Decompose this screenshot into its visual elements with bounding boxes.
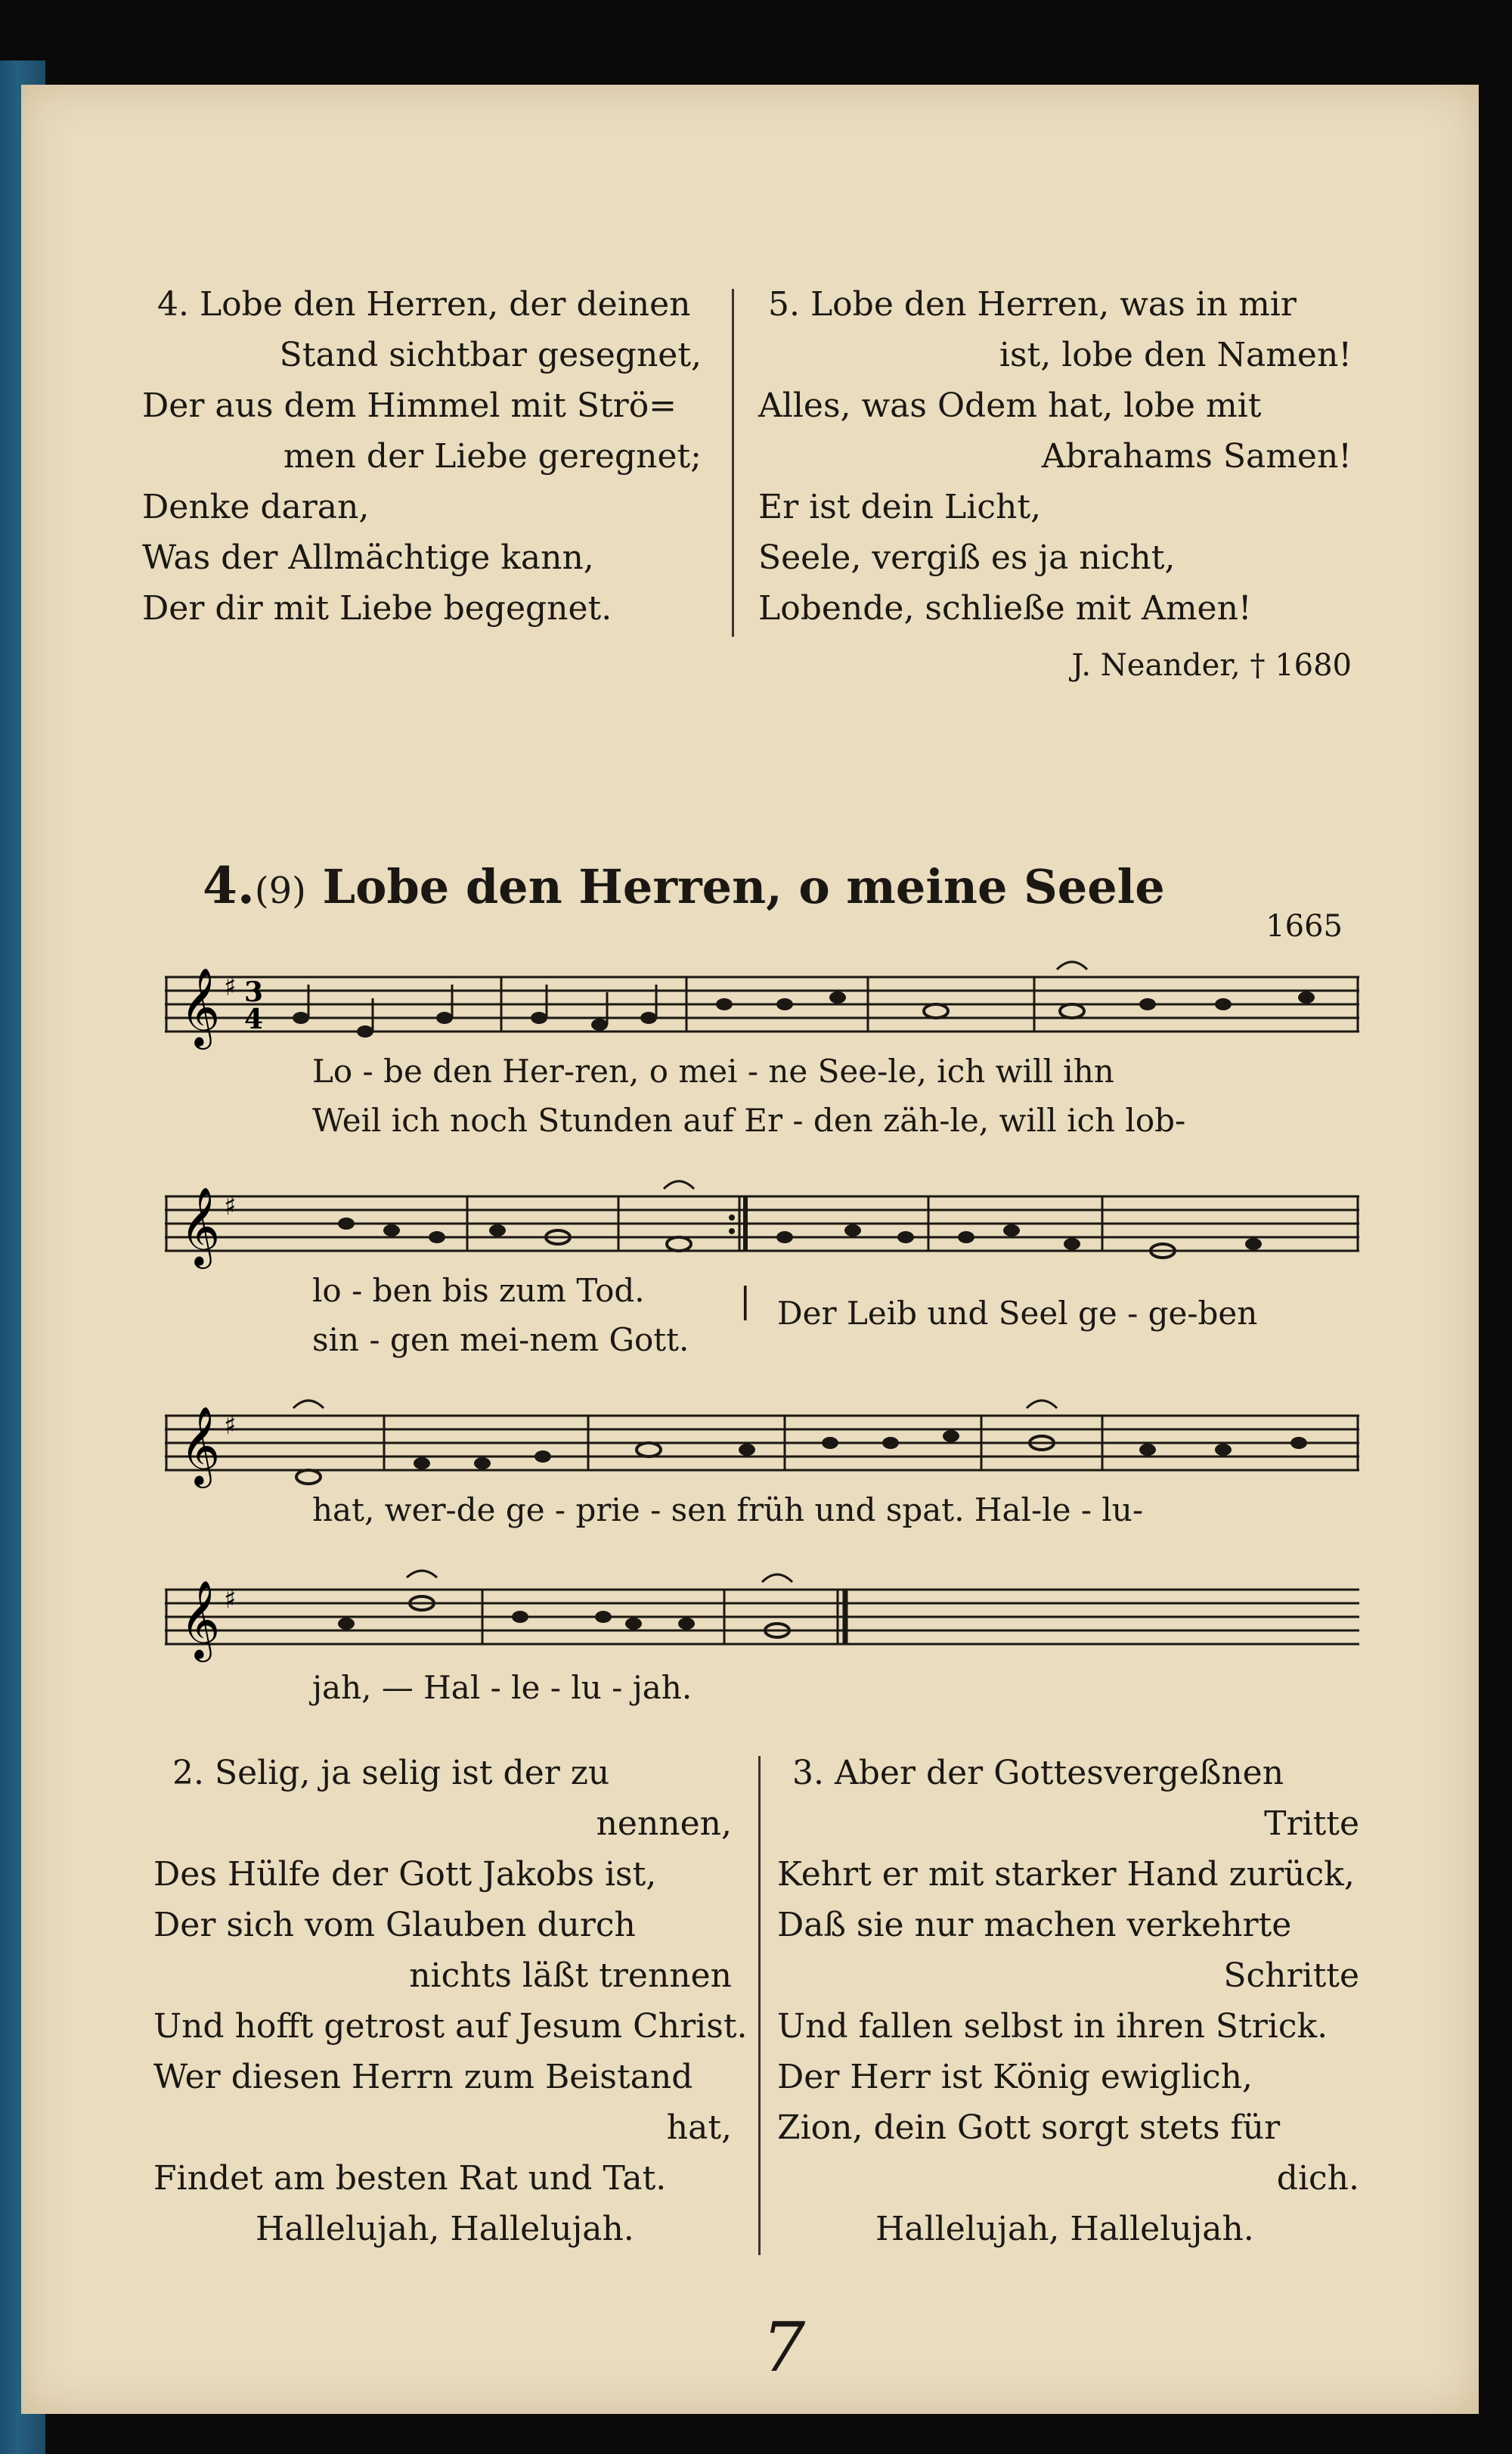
hymn-number: 4. bbox=[203, 856, 255, 915]
verse-4-line-2: Stand sichtbar gesegnet, bbox=[279, 336, 702, 374]
music-staff-4 bbox=[165, 1567, 1359, 1673]
svg-text:3: 3 bbox=[244, 976, 264, 1008]
verse-4-line-5: Denke daran, bbox=[142, 488, 370, 526]
svg-text:𝄞: 𝄞 bbox=[180, 967, 221, 1047]
hymn-reference: (9) bbox=[254, 870, 306, 912]
verse-3-line-2: Tritte bbox=[1264, 1804, 1359, 1843]
lyrics-system-1-line-1: Lo - be den Her-ren, o mei - ne See-le, ich will ihn bbox=[312, 1053, 1114, 1090]
music-staff-3 bbox=[165, 1393, 1359, 1499]
verse-3-line-1: 3. Aber der Gottesvergeßnen bbox=[792, 1754, 1284, 1792]
verse-5-line-5: Er ist dein Licht, bbox=[758, 488, 1041, 526]
verse-2-line-2: nennen, bbox=[596, 1804, 732, 1843]
hymnal-page bbox=[21, 85, 1479, 2414]
verse-2-line-5: nichts läßt trennen bbox=[409, 1956, 732, 1995]
svg-text:𝄞: 𝄞 bbox=[180, 1580, 221, 1659]
verse-5-line-3: Alles, was Odem hat, lobe mit bbox=[758, 386, 1262, 425]
verse-5-line-2: ist, lobe den Namen! bbox=[999, 336, 1352, 374]
svg-text:𝄞: 𝄞 bbox=[180, 1187, 221, 1266]
lyrics-system-2-line-1: lo - ben bis zum Tod. bbox=[312, 1272, 645, 1309]
lyrics-system-4: jah, — Hal - le - lu - jah. bbox=[312, 1669, 692, 1706]
verse-2-line-3: Des Hülfe der Gott Jakobs ist, bbox=[153, 1855, 657, 1894]
repeat-bracket: | bbox=[739, 1280, 751, 1320]
page-number: 7 bbox=[762, 2308, 806, 2387]
verse-3-line-4: Daß sie nur machen verkehrte bbox=[777, 1906, 1292, 1944]
verse-2-line-4: Der sich vom Glauben durch bbox=[153, 1906, 636, 1944]
music-staff-2 bbox=[165, 1174, 1359, 1280]
verse-5-line-1: 5. Lobe den Herren, was in mir bbox=[768, 285, 1297, 324]
verse-2-line-1: 2. Selig, ja selig ist der zu bbox=[172, 1754, 610, 1792]
svg-text:♯: ♯ bbox=[224, 972, 237, 1002]
svg-text:♯: ♯ bbox=[224, 1410, 237, 1441]
verse-2-line-6: Und hofft getrost auf Jesum Christ. bbox=[153, 2007, 748, 2046]
verse-3-line-8: Zion, dein Gott sorgt stets für bbox=[777, 2108, 1281, 2147]
verse-5-line-7: Lobende, schließe mit Amen! bbox=[758, 589, 1252, 628]
lyrics-system-3: hat, wer-de ge - prie - sen früh und spat. Hal-le - lu- bbox=[312, 1491, 1144, 1528]
verse-2-line-8: hat, bbox=[666, 2108, 732, 2147]
verse-5-line-6: Seele, vergiß es ja nicht, bbox=[758, 538, 1176, 577]
verse-4-line-4: men der Liebe geregnet; bbox=[283, 437, 702, 476]
verse-3-line-10: Hallelujah, Hallelujah. bbox=[875, 2210, 1254, 2248]
verse-4-line-3: Der aus dem Himmel mit Strö= bbox=[142, 386, 677, 425]
verse-2-line-9: Findet am besten Rat und Tat. bbox=[153, 2159, 667, 2198]
verse-3-line-6: Und fallen selbst in ihren Strick. bbox=[777, 2007, 1328, 2046]
svg-text:4: 4 bbox=[244, 1004, 264, 1035]
column-divider-top bbox=[732, 289, 734, 637]
lyrics-system-2-line-2: sin - gen mei-nem Gott. bbox=[312, 1321, 689, 1358]
verse-4-line-6: Was der Allmächtige kann, bbox=[142, 538, 594, 577]
hymn-year: 1665 bbox=[1266, 909, 1343, 944]
verse-5-line-4: Abrahams Samen! bbox=[1041, 437, 1352, 476]
verse-4-line-1: 4. Lobe den Herren, der deinen bbox=[157, 285, 691, 324]
verse-3-line-9: dich. bbox=[1276, 2159, 1359, 2198]
hymn-title: Lobe den Herren, o meine Seele bbox=[322, 859, 1165, 914]
svg-text:♯: ♯ bbox=[224, 1191, 237, 1221]
author-credit: J. Neander, † 1680 bbox=[1071, 648, 1352, 683]
hymn-heading bbox=[203, 856, 1165, 915]
music-staff-1 bbox=[165, 954, 1359, 1060]
verse-3-line-7: Der Herr ist König ewiglich, bbox=[777, 2058, 1253, 2096]
lyrics-system-1-line-2: Weil ich noch Stunden auf Er - den zäh-le, will ich lob- bbox=[312, 1102, 1186, 1139]
svg-text:♯: ♯ bbox=[224, 1584, 237, 1615]
column-divider-bottom bbox=[758, 1756, 761, 2255]
verse-2-line-7: Wer diesen Herrn zum Beistand bbox=[153, 2058, 693, 2096]
verse-3-line-3: Kehrt er mit starker Hand zurück, bbox=[777, 1855, 1355, 1894]
verse-4-line-7: Der dir mit Liebe begegnet. bbox=[142, 589, 612, 628]
lyrics-system-2-right: Der Leib und Seel ge - ge-ben bbox=[777, 1295, 1258, 1332]
verse-2-line-10: Hallelujah, Hallelujah. bbox=[256, 2210, 634, 2248]
verse-3-line-5: Schritte bbox=[1223, 1956, 1359, 1995]
svg-text:𝄞: 𝄞 bbox=[180, 1406, 221, 1485]
